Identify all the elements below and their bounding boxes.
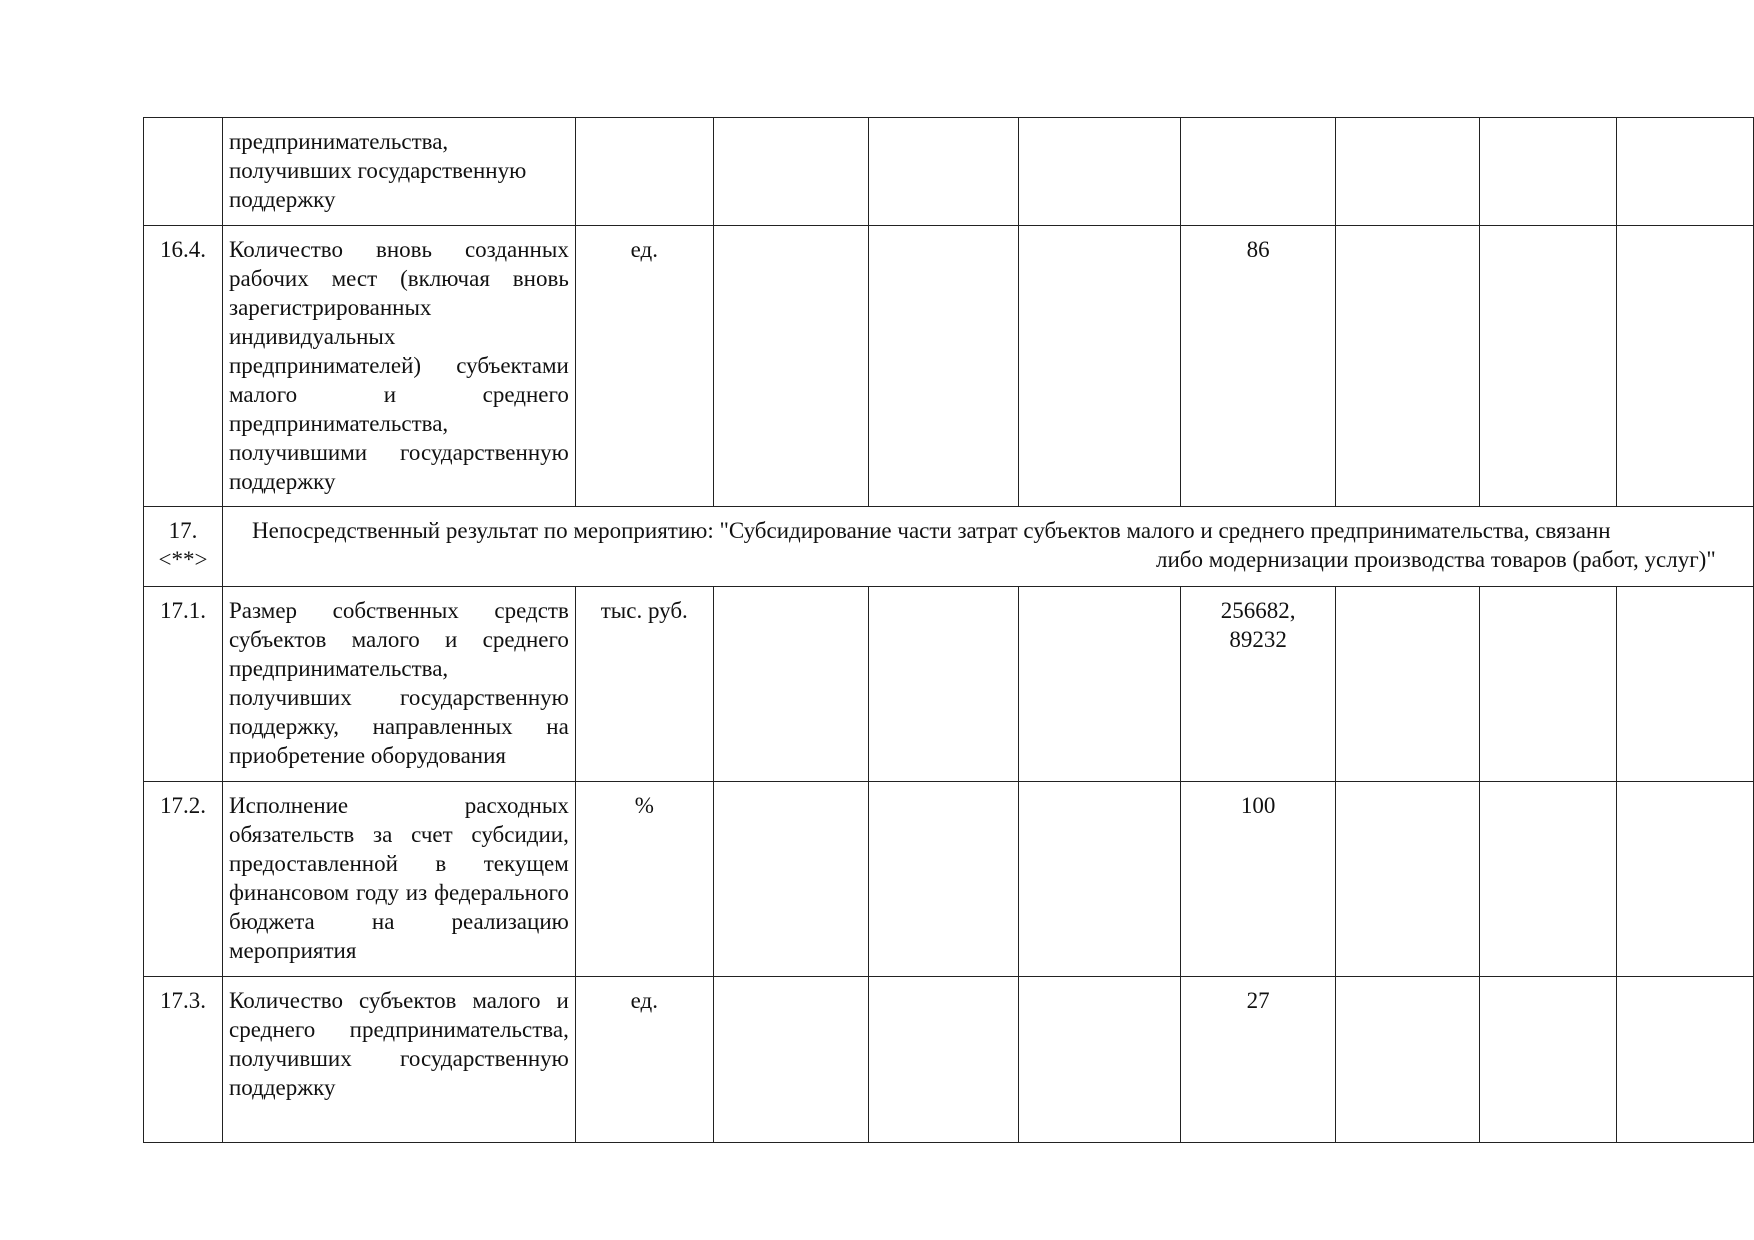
empty-cell: [1336, 118, 1480, 226]
unit-cell: ед.: [575, 977, 713, 1143]
row-number-cell: 17.2.: [144, 782, 223, 977]
value-cell: 86: [1181, 226, 1336, 507]
unit-cell: ед.: [575, 226, 713, 507]
section-number: 17.: [168, 518, 198, 543]
row-description-cell: Количество вновь созданных рабочих мест (включая вновь зарегистрированных индивидуальных предпринимателей) субъектами малого и среднего предпринимательства, получившими государственную поддержку: [223, 226, 576, 507]
empty-cell: [1480, 977, 1617, 1143]
empty-cell: [1617, 118, 1754, 226]
section-footnote-mark: <**>: [158, 547, 208, 572]
table-section-row-17: [144, 507, 1754, 587]
row-number-cell: 17.3.: [144, 977, 223, 1143]
unit-cell: [575, 118, 713, 226]
empty-cell: [868, 226, 1018, 507]
section-title-line: либо модернизации производства товаров (работ, услуг)": [1156, 547, 1716, 572]
value-line: 256682,: [1220, 598, 1296, 623]
value-cell: [1181, 118, 1336, 226]
empty-cell: [713, 587, 868, 782]
indicators-table: [143, 117, 1754, 1143]
section-number-cell: [144, 507, 223, 587]
row-description-cell: [223, 118, 576, 226]
empty-cell: [1480, 782, 1617, 977]
table-row-continuation: [144, 118, 1754, 226]
empty-cell: [1336, 977, 1480, 1143]
section-title-cell: [223, 507, 1754, 587]
value-cell: 27: [1181, 977, 1336, 1143]
empty-cell: [868, 587, 1018, 782]
empty-cell: [1018, 226, 1180, 507]
row-description-cell: Исполнение расходных обязательств за счет субсидии, предоставленной в текущем финансовом году из федерального бюджета на реализацию мероприятия: [223, 782, 576, 977]
empty-cell: [1480, 118, 1617, 226]
empty-cell: [1480, 226, 1617, 507]
table-row-17-2: [144, 782, 1754, 977]
section-title-line: Непосредственный результат по мероприятию: "Субсидирование части затрат субъектов малого и среднего предпринимательства, связанн: [252, 518, 1611, 543]
empty-cell: [1018, 587, 1180, 782]
empty-cell: [1018, 782, 1180, 977]
empty-cell: [1018, 977, 1180, 1143]
empty-cell: [713, 782, 868, 977]
empty-cell: [1018, 118, 1180, 226]
row-description-line: получивших государственную: [229, 158, 527, 183]
empty-cell: [868, 977, 1018, 1143]
row-description-line: предпринимательства,: [229, 129, 449, 154]
value-cell: 100: [1181, 782, 1336, 977]
table-row-17-3: [144, 977, 1754, 1143]
empty-cell: [1617, 782, 1754, 977]
value-cell: [1181, 587, 1336, 782]
row-description-line: поддержку: [229, 187, 336, 212]
empty-cell: [713, 118, 868, 226]
unit-cell: %: [575, 782, 713, 977]
empty-cell: [713, 977, 868, 1143]
empty-cell: [1617, 226, 1754, 507]
row-description-cell: Размер собственных средств субъектов малого и среднего предпринимательства, получивших государственную поддержку, направленных на приобретение оборудования: [223, 587, 576, 782]
empty-cell: [1336, 226, 1480, 507]
empty-cell: [868, 782, 1018, 977]
unit-cell: тыс. руб.: [575, 587, 713, 782]
empty-cell: [1617, 977, 1754, 1143]
empty-cell: [713, 226, 868, 507]
empty-cell: [868, 118, 1018, 226]
empty-cell: [1617, 587, 1754, 782]
value-line: 89232: [1229, 627, 1287, 652]
empty-cell: [1336, 782, 1480, 977]
row-number-cell: 17.1.: [144, 587, 223, 782]
empty-cell: [1480, 587, 1617, 782]
row-number-cell: [144, 118, 223, 226]
row-number-cell: 16.4.: [144, 226, 223, 507]
table-row-17-1: [144, 587, 1754, 782]
empty-cell: [1336, 587, 1480, 782]
table-row-16-4: [144, 226, 1754, 507]
row-description-cell: Количество субъектов малого и среднего предпринимательства, получивших государственную поддержку: [223, 977, 576, 1143]
